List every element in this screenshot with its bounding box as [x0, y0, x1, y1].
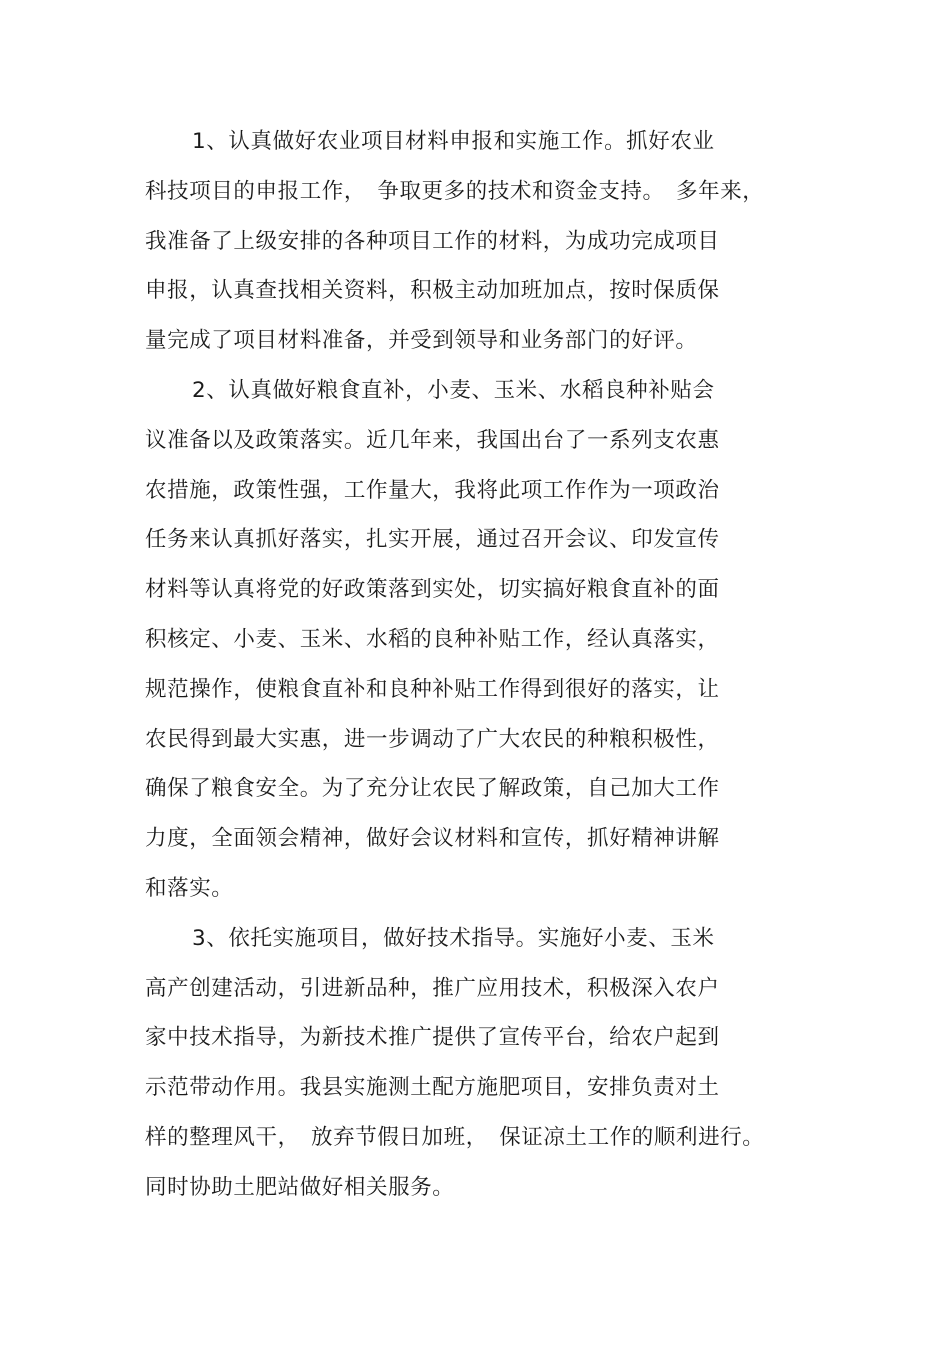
paragraph-2-line-3: 农措施，政策性强，工作量大，我将此项工作作为一项政治 — [145, 478, 720, 503]
paragraph-3-line-4: 示范带动作用。我县实施测土配方施肥项目，安排负责对土 — [145, 1075, 720, 1100]
paragraph-1-line-4: 申报，认真查找相关资料，积极主动加班加点，按时保质保 — [145, 278, 720, 303]
paragraph-3-line-3: 家中技术指导，为新技术推广提供了宣传平台，给农户起到 — [145, 1025, 720, 1050]
paragraph-1-line-3: 我准备了上级安排的各种项目工作的材料，为成功完成项目 — [145, 229, 720, 254]
paragraph-3-line-6: 同时协助土肥站做好相关服务。 — [145, 1175, 455, 1200]
paragraph-2-line-1: 2、认真做好粮食直补，小麦、玉米、水稻良种补贴会 — [192, 378, 715, 403]
paragraph-2-line-9: 确保了粮食安全。为了充分让农民了解政策，自己加大工作 — [145, 776, 720, 801]
paragraph-2-line-6: 积核定、小麦、玉米、水稻的良种补贴工作，经认真落实， — [145, 627, 720, 652]
paragraph-1-line-5: 量完成了项目材料准备，并受到领导和业务部门的好评。 — [145, 328, 698, 353]
paragraph-2-line-4: 任务来认真抓好落实，扎实开展，通过召开会议、印发宣传 — [145, 527, 720, 552]
paragraph-1-line-2: 科技项目的申报工作， 争取更多的技术和资金支持。 多年来， — [145, 179, 765, 204]
paragraph-2-line-2: 议准备以及政策落实。近几年来，我国出台了一系列支农惠 — [145, 428, 720, 453]
paragraph-2-line-5: 材料等认真将党的好政策落到实处，切实搞好粮食直补的面 — [145, 577, 720, 602]
paragraph-2-line-11: 和落实。 — [145, 876, 234, 901]
paragraph-3-line-5: 样的整理风干， 放弃节假日加班， 保证凉土工作的顺利进行。 — [145, 1125, 765, 1150]
paragraph-2-line-8: 农民得到最大实惠，进一步调动了广大农民的种粮积极性， — [145, 727, 720, 752]
paragraph-3-line-1: 3、依托实施项目，做好技术指导。实施好小麦、玉米 — [192, 926, 715, 951]
paragraph-3-line-2: 高产创建活动，引进新品种，推广应用技术，积极深入农户 — [145, 976, 720, 1001]
paragraph-2-line-10: 力度，全面领会精神，做好会议材料和宣传，抓好精神讲解 — [145, 826, 720, 851]
paragraph-2-line-7: 规范操作，使粮食直补和良种补贴工作得到很好的落实，让 — [145, 677, 720, 702]
paragraph-1-line-1: 1、认真做好农业项目材料申报和实施工作。抓好农业 — [192, 129, 715, 154]
